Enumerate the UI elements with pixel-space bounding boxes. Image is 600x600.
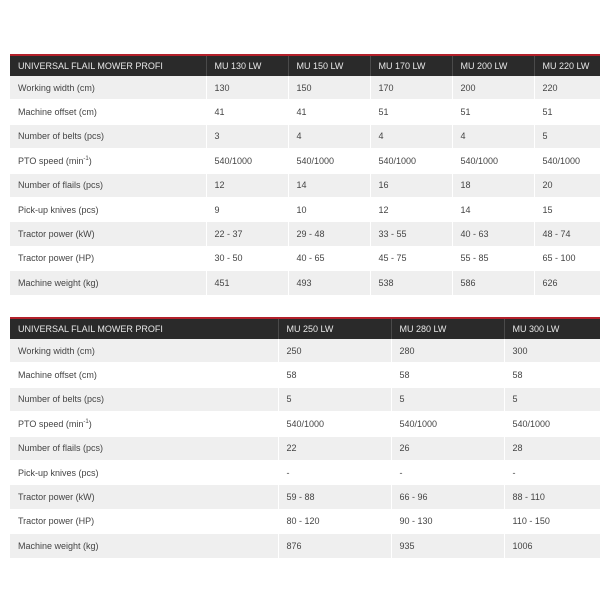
table-row — [10, 222, 600, 246]
cell-value: 5 — [504, 387, 600, 411]
row-label: Working width (cm) — [10, 339, 278, 363]
cell-value: 29 - 48 — [288, 222, 370, 246]
cell-value: 12 — [370, 197, 452, 221]
cell-value: 10 — [288, 197, 370, 221]
row-label: Number of flails (pcs) — [10, 173, 206, 197]
cell-value: 30 - 50 — [206, 246, 288, 270]
row-label: Pick-up knives (pcs) — [10, 197, 206, 221]
cell-value: 110 - 150 — [504, 509, 600, 533]
cell-value: 4 — [452, 124, 534, 148]
cell-value: 5 — [534, 124, 600, 148]
row-label: Machine offset (cm) — [10, 100, 206, 124]
row-label: Working width (cm) — [10, 76, 206, 100]
cell-value: 48 - 74 — [534, 222, 600, 246]
row-label-end: ) — [88, 418, 92, 429]
cell-value: 40 - 63 — [452, 222, 534, 246]
cell-value: 451 — [206, 271, 288, 295]
cell-value: 300 — [504, 339, 600, 363]
table-row — [10, 485, 600, 509]
cell-value: 26 — [391, 436, 504, 460]
cell-value: 540/1000 — [391, 412, 504, 436]
header-model: MU 200 LW — [452, 55, 534, 76]
cell-value: - — [504, 460, 600, 484]
cell-value: 51 — [370, 100, 452, 124]
table-row — [10, 173, 600, 197]
header-model: MU 150 LW — [288, 55, 370, 76]
cell-value: 88 - 110 — [504, 485, 600, 509]
table-row — [10, 363, 600, 387]
row-label-text: PTO speed (min — [18, 418, 84, 429]
cell-value: 55 - 85 — [452, 246, 534, 270]
cell-value: 250 — [278, 339, 391, 363]
table-row — [10, 197, 600, 221]
table-row — [10, 246, 600, 270]
table-row — [10, 387, 600, 411]
row-label: Tractor power (kW) — [10, 222, 206, 246]
cell-value: 12 — [206, 173, 288, 197]
cell-value: 540/1000 — [206, 149, 288, 173]
cell-value: 540/1000 — [452, 149, 534, 173]
cell-value: 9 — [206, 197, 288, 221]
cell-value: 28 — [504, 436, 600, 460]
header-product-line: UNIVERSAL FLAIL MOWER PROFI — [18, 61, 163, 71]
table-header-row — [10, 55, 600, 76]
cell-value: 16 — [370, 173, 452, 197]
header-model: MU 130 LW — [206, 55, 288, 76]
table-header-row — [10, 318, 600, 339]
row-label: Machine weight (kg) — [10, 534, 278, 558]
row-label: Machine weight (kg) — [10, 271, 206, 295]
table-row — [10, 76, 600, 100]
cell-value: 41 — [206, 100, 288, 124]
cell-value: 876 — [278, 534, 391, 558]
cell-value: 540/1000 — [534, 149, 600, 173]
cell-value: 15 — [534, 197, 600, 221]
table-row — [10, 271, 600, 295]
cell-value: 1006 — [504, 534, 600, 558]
spec-table-mu-130-220 — [10, 54, 600, 296]
cell-value: 280 — [391, 339, 504, 363]
cell-value: 493 — [288, 271, 370, 295]
row-label: Tractor power (HP) — [10, 246, 206, 270]
cell-value: 59 - 88 — [278, 485, 391, 509]
row-label: Tractor power (kW) — [10, 485, 278, 509]
cell-value: - — [391, 460, 504, 484]
cell-value: 150 — [288, 76, 370, 100]
cell-value: 4 — [370, 124, 452, 148]
row-label-text: PTO speed (min — [18, 155, 84, 166]
cell-value: 540/1000 — [370, 149, 452, 173]
cell-value: 540/1000 — [504, 412, 600, 436]
cell-value: 4 — [288, 124, 370, 148]
row-label: Number of belts (pcs) — [10, 387, 278, 411]
cell-value: 5 — [278, 387, 391, 411]
cell-value: 80 - 120 — [278, 509, 391, 533]
cell-value: 65 - 100 — [534, 246, 600, 270]
cell-value: 20 — [534, 173, 600, 197]
cell-value: 45 - 75 — [370, 246, 452, 270]
cell-value: 935 — [391, 534, 504, 558]
row-label — [10, 149, 206, 173]
spec-table-mu-250-300 — [10, 317, 600, 559]
cell-value: 33 - 55 — [370, 222, 452, 246]
cell-value: 200 — [452, 76, 534, 100]
cell-value: 130 — [206, 76, 288, 100]
cell-value: 58 — [278, 363, 391, 387]
header-model: MU 300 LW — [504, 318, 600, 339]
cell-value: 538 — [370, 271, 452, 295]
cell-value: 90 - 130 — [391, 509, 504, 533]
cell-value: 14 — [288, 173, 370, 197]
cell-value: 58 — [391, 363, 504, 387]
cell-value: 5 — [391, 387, 504, 411]
header-model: MU 280 LW — [391, 318, 504, 339]
table-row — [10, 412, 600, 436]
table-row — [10, 436, 600, 460]
cell-value: 18 — [452, 173, 534, 197]
row-label: Machine offset (cm) — [10, 363, 278, 387]
table-row — [10, 339, 600, 363]
row-label: Pick-up knives (pcs) — [10, 460, 278, 484]
header-model: MU 170 LW — [370, 55, 452, 76]
row-label-end: ) — [88, 155, 92, 166]
table-row — [10, 460, 600, 484]
cell-value: 3 — [206, 124, 288, 148]
header-model: MU 250 LW — [278, 318, 391, 339]
cell-value: 170 — [370, 76, 452, 100]
row-label-superscript: -1 — [83, 155, 89, 162]
header-model: MU 220 LW — [534, 55, 600, 76]
cell-value: 586 — [452, 271, 534, 295]
table-row — [10, 100, 600, 124]
row-label: Tractor power (HP) — [10, 509, 278, 533]
cell-value: 51 — [534, 100, 600, 124]
cell-value: 22 - 37 — [206, 222, 288, 246]
cell-value: 51 — [452, 100, 534, 124]
table-row — [10, 149, 600, 173]
row-label: Number of flails (pcs) — [10, 436, 278, 460]
header-product-line: UNIVERSAL FLAIL MOWER PROFI — [18, 324, 163, 334]
cell-value: - — [278, 460, 391, 484]
cell-value: 626 — [534, 271, 600, 295]
cell-value: 22 — [278, 436, 391, 460]
row-label — [10, 412, 278, 436]
cell-value: 40 - 65 — [288, 246, 370, 270]
row-label-superscript: -1 — [83, 418, 89, 425]
cell-value: 66 - 96 — [391, 485, 504, 509]
cell-value: 14 — [452, 197, 534, 221]
cell-value: 220 — [534, 76, 600, 100]
row-label: Number of belts (pcs) — [10, 124, 206, 148]
cell-value: 540/1000 — [288, 149, 370, 173]
table-row — [10, 534, 600, 558]
cell-value: 58 — [504, 363, 600, 387]
table-row — [10, 509, 600, 533]
table-row — [10, 124, 600, 148]
cell-value: 540/1000 — [278, 412, 391, 436]
cell-value: 41 — [288, 100, 370, 124]
